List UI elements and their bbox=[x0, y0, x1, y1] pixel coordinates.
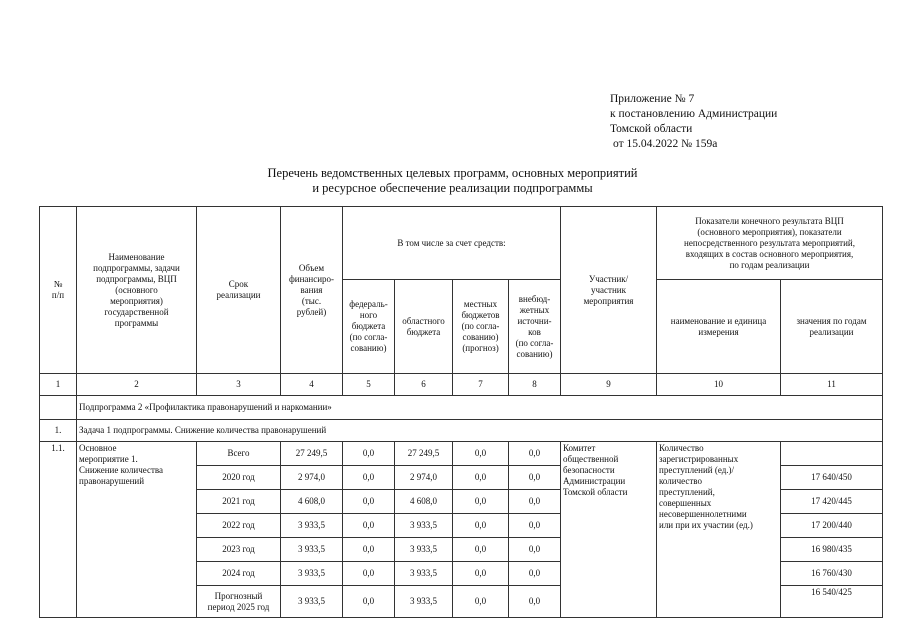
row-term: 2020 год bbox=[197, 466, 281, 490]
header-name: Наименование подпрограммы, задачи подпрограммы, ВЦП (основного мероприятия) государственной программы bbox=[77, 207, 197, 374]
header-extra: внебюд- жетных источни- ков (по согла- сованию) bbox=[509, 280, 561, 374]
row-local: 0,0 bbox=[453, 466, 509, 490]
row-extra: 0,0 bbox=[509, 586, 561, 618]
appendix-block bbox=[610, 92, 777, 152]
row-extra: 0,0 bbox=[509, 538, 561, 562]
row-local: 0,0 bbox=[453, 562, 509, 586]
row-local: 0,0 bbox=[453, 538, 509, 562]
row-federal: 0,0 bbox=[343, 562, 395, 586]
row-extra: 0,0 bbox=[509, 442, 561, 466]
row-volume: 3 933,5 bbox=[281, 514, 343, 538]
row-value: 16 980/435 bbox=[781, 538, 883, 562]
header-row-1 bbox=[40, 207, 883, 280]
row-local: 0,0 bbox=[453, 490, 509, 514]
col-number: 4 bbox=[281, 374, 343, 396]
row-value: 16 760/430 bbox=[781, 562, 883, 586]
row-volume: 2 974,0 bbox=[281, 466, 343, 490]
appendix-line-2: к постановлению Администрации bbox=[610, 108, 778, 120]
header-including: В том числе за счет средств: bbox=[343, 207, 561, 280]
title-line-2: и ресурсное обеспечение реализации подпрограммы bbox=[312, 181, 593, 195]
row-term: 2022 год bbox=[197, 514, 281, 538]
row-local: 0,0 bbox=[453, 586, 509, 618]
row-value: 17 200/440 bbox=[781, 514, 883, 538]
row-federal: 0,0 bbox=[343, 490, 395, 514]
header-regional: областного бюджета bbox=[395, 280, 453, 374]
program-table bbox=[39, 206, 883, 618]
row-regional: 3 933,5 bbox=[395, 586, 453, 618]
row-value: 17 640/450 bbox=[781, 466, 883, 490]
header-num: № п/п bbox=[40, 207, 77, 374]
row-term: Прогнозный период 2025 год bbox=[197, 586, 281, 618]
row-extra: 0,0 bbox=[509, 490, 561, 514]
task-row bbox=[40, 420, 883, 442]
row-federal: 0,0 bbox=[343, 466, 395, 490]
row-federal: 0,0 bbox=[343, 538, 395, 562]
row-term: 2021 год bbox=[197, 490, 281, 514]
header-federal: федераль- ного бюджета (по согла- сованию) bbox=[343, 280, 395, 374]
header-local: местных бюджетов (по согла- сованию) (прогноз) bbox=[453, 280, 509, 374]
appendix-line-3: Томской области bbox=[610, 123, 693, 135]
measure-num: 1.1. bbox=[40, 442, 77, 618]
row-value: 17 420/445 bbox=[781, 490, 883, 514]
row-term: 2023 год bbox=[197, 538, 281, 562]
row-extra: 0,0 bbox=[509, 466, 561, 490]
col-number: 9 bbox=[561, 374, 657, 396]
col-number: 8 bbox=[509, 374, 561, 396]
col-number: 3 bbox=[197, 374, 281, 396]
col-number: 2 bbox=[77, 374, 197, 396]
header-term: Срок реализации bbox=[197, 207, 281, 374]
row-local: 0,0 bbox=[453, 514, 509, 538]
title-line-1: Перечень ведомственных целевых программ, основных мероприятий bbox=[267, 166, 638, 180]
col-number: 6 bbox=[395, 374, 453, 396]
header-indicators: Показатели конечного результата ВЦП (основного мероприятия), показатели непосредственного результата мероприятий, входящих в состав основного мероприятия, по годам реализации bbox=[657, 207, 883, 280]
row-volume: 3 933,5 bbox=[281, 586, 343, 618]
row-term: 2024 год bbox=[197, 562, 281, 586]
task-title: Задача 1 подпрограммы. Снижение количества правонарушений bbox=[77, 420, 883, 442]
row-volume: 3 933,5 bbox=[281, 538, 343, 562]
col-number: 10 bbox=[657, 374, 781, 396]
appendix-line-4: от 15.04.2022 № 159а bbox=[613, 138, 718, 150]
header-indicator-value: значения по годам реализации bbox=[781, 280, 883, 374]
col-number: 11 bbox=[781, 374, 883, 396]
row-value bbox=[781, 442, 883, 466]
row-regional: 3 933,5 bbox=[395, 562, 453, 586]
row-federal: 0,0 bbox=[343, 514, 395, 538]
col-number: 5 bbox=[343, 374, 395, 396]
measure-participant: Комитет общественной безопасности Администрации Томской области bbox=[561, 442, 657, 618]
row-local: 0,0 bbox=[453, 442, 509, 466]
row-volume: 4 608,0 bbox=[281, 490, 343, 514]
subprogram-num-cell bbox=[40, 396, 77, 420]
task-num: 1. bbox=[40, 420, 77, 442]
row-regional: 3 933,5 bbox=[395, 538, 453, 562]
row-term: Всего bbox=[197, 442, 281, 466]
row-federal: 0,0 bbox=[343, 586, 395, 618]
measure-indicator: Количество зарегистрированных преступлений (ед.)/ количество преступлений, совершенных несовершеннолетними или при их участии (ед.) bbox=[657, 442, 781, 618]
header-indicator-name: наименование и единица измерения bbox=[657, 280, 781, 374]
column-number-row bbox=[40, 374, 883, 396]
table-row bbox=[40, 442, 883, 466]
appendix-line-1: Приложение № 7 bbox=[610, 93, 695, 105]
subprogram-row bbox=[40, 396, 883, 420]
row-volume: 3 933,5 bbox=[281, 562, 343, 586]
row-value: 16 540/425 bbox=[781, 586, 883, 618]
measure-name: Основное мероприятие 1. Снижение количества правонарушений bbox=[77, 442, 197, 618]
subprogram-title: Подпрограмма 2 «Профилактика правонарушений и наркомании» bbox=[77, 396, 883, 420]
row-regional: 4 608,0 bbox=[395, 490, 453, 514]
document-title bbox=[0, 166, 905, 196]
header-participant: Участник/ участник мероприятия bbox=[561, 207, 657, 374]
row-volume: 27 249,5 bbox=[281, 442, 343, 466]
row-regional: 2 974,0 bbox=[395, 466, 453, 490]
row-regional: 3 933,5 bbox=[395, 514, 453, 538]
row-regional: 27 249,5 bbox=[395, 442, 453, 466]
row-federal: 0,0 bbox=[343, 442, 395, 466]
row-extra: 0,0 bbox=[509, 514, 561, 538]
header-volume: Объем финансиро- вания (тыс. рублей) bbox=[281, 207, 343, 374]
row-extra: 0,0 bbox=[509, 562, 561, 586]
col-number: 7 bbox=[453, 374, 509, 396]
col-number: 1 bbox=[40, 374, 77, 396]
